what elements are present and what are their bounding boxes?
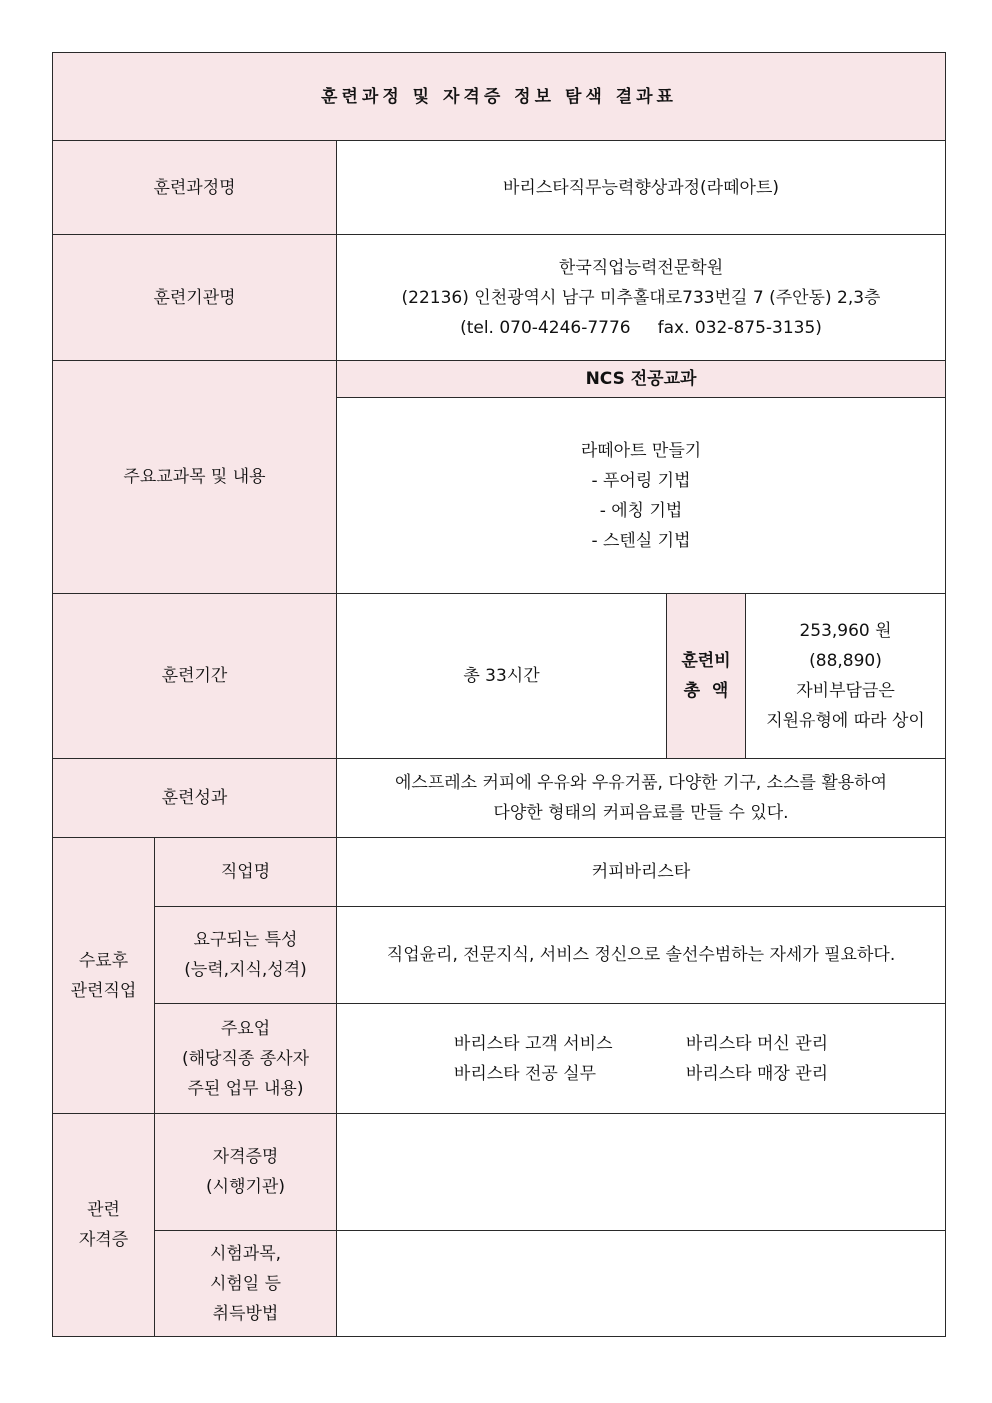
period-label: 훈련기간 xyxy=(53,594,337,759)
duties-row xyxy=(454,1029,828,1059)
certificate-label-line: 관련 xyxy=(87,1200,120,1220)
fee-label-line: 훈련비 xyxy=(681,651,731,671)
fee-label-line: 총 액 xyxy=(683,681,729,701)
duty-item: 바리스타 고객 서비스 xyxy=(453,1033,613,1054)
cert-method-label-line: 취득방법 xyxy=(212,1303,279,1324)
duty-item: 바리스타 전공 실무 xyxy=(453,1063,597,1084)
institution-value xyxy=(337,235,946,361)
outcome-line: 에스프레소 커피에 우유와 우유거품, 다양한 기구, 소스를 활용하여 xyxy=(394,773,888,793)
outcome-label: 훈련성과 xyxy=(53,759,337,838)
traits-value: 직업윤리, 전문지식, 서비스 정신으로 솔선수범하는 자세가 필요하다. xyxy=(337,907,946,1004)
traits-label-line: (능력,지식,성격) xyxy=(184,960,307,980)
subjects-label: 주요교과목 및 내용 xyxy=(53,361,337,594)
period-value: 총 33시간 xyxy=(337,594,667,759)
info-table xyxy=(52,52,946,1337)
cert-name-value xyxy=(337,1114,946,1231)
subject-line: - 스텐실 기법 xyxy=(591,530,691,551)
certificate-label-line: 자격증 xyxy=(78,1230,129,1250)
fee-line: 253,960 원 xyxy=(799,621,892,641)
duties-row xyxy=(454,1059,828,1089)
related-jobs-label-line: 관련직업 xyxy=(70,980,137,1001)
traits-label-line: 요구되는 특성 xyxy=(193,930,298,950)
outcome-value xyxy=(337,759,946,838)
institution-label: 훈련기관명 xyxy=(53,235,337,361)
outcome-line: 다양한 형태의 커피음료를 만들 수 있다. xyxy=(493,803,789,823)
fee-label xyxy=(667,594,746,759)
institution-name: 한국직업능력전문학원 xyxy=(558,257,724,278)
duties-label-line: 주요업 xyxy=(220,1018,271,1039)
cert-method-label-line: 시험과목, xyxy=(209,1243,282,1264)
related-jobs-label xyxy=(53,838,155,1114)
duties-label-line: (해당직종 종사자 xyxy=(182,1048,309,1069)
cert-method-value xyxy=(337,1231,946,1337)
certificate-label xyxy=(53,1114,155,1337)
cert-method-label xyxy=(155,1231,337,1337)
subject-line: - 푸어링 기법 xyxy=(591,470,691,491)
institution-address: (22136) 인천광역시 남구 미추홀대로733번길 7 (주안동) 2,3층 xyxy=(401,287,881,308)
job-name-value: 커피바리스타 xyxy=(337,838,946,907)
job-name-label: 직업명 xyxy=(155,838,337,907)
cert-method-label-line: 시험일 등 xyxy=(209,1273,282,1294)
fee-line: 지원유형에 따라 상이 xyxy=(766,711,925,731)
subject-line: - 에칭 기법 xyxy=(599,500,683,521)
duty-item: 바리스타 매장 관리 xyxy=(685,1063,829,1084)
cert-name-label-line: (시행기관) xyxy=(206,1177,285,1197)
institution-contact: (tel. 070-4246-7776 fax. 032-875-3135) xyxy=(460,317,822,338)
cert-name-label-line: 자격증명 xyxy=(212,1147,279,1167)
course-name-value: 바리스타직무능력향상과정(라떼아트) xyxy=(337,141,946,235)
fee-line: 자비부담금은 xyxy=(796,681,895,701)
fee-line: (88,890) xyxy=(809,651,882,671)
traits-label xyxy=(155,907,337,1004)
subjects-header: NCS 전공교과 xyxy=(337,361,946,398)
subjects-content xyxy=(337,398,946,594)
duties-list xyxy=(454,1029,828,1089)
duties-value xyxy=(337,1004,946,1114)
course-name-label: 훈련과정명 xyxy=(53,141,337,235)
related-jobs-label-line: 수료후 xyxy=(78,950,129,971)
fee-value xyxy=(746,594,946,759)
duty-item: 바리스타 머신 관리 xyxy=(685,1033,829,1054)
page-title: 훈련과정 및 자격증 정보 탐색 결과표 xyxy=(53,53,946,141)
subject-line: 라떼아트 만들기 xyxy=(580,440,702,461)
cert-name-label xyxy=(155,1114,337,1231)
duties-label xyxy=(155,1004,337,1114)
duties-label-line: 주된 업무 내용) xyxy=(187,1078,304,1099)
